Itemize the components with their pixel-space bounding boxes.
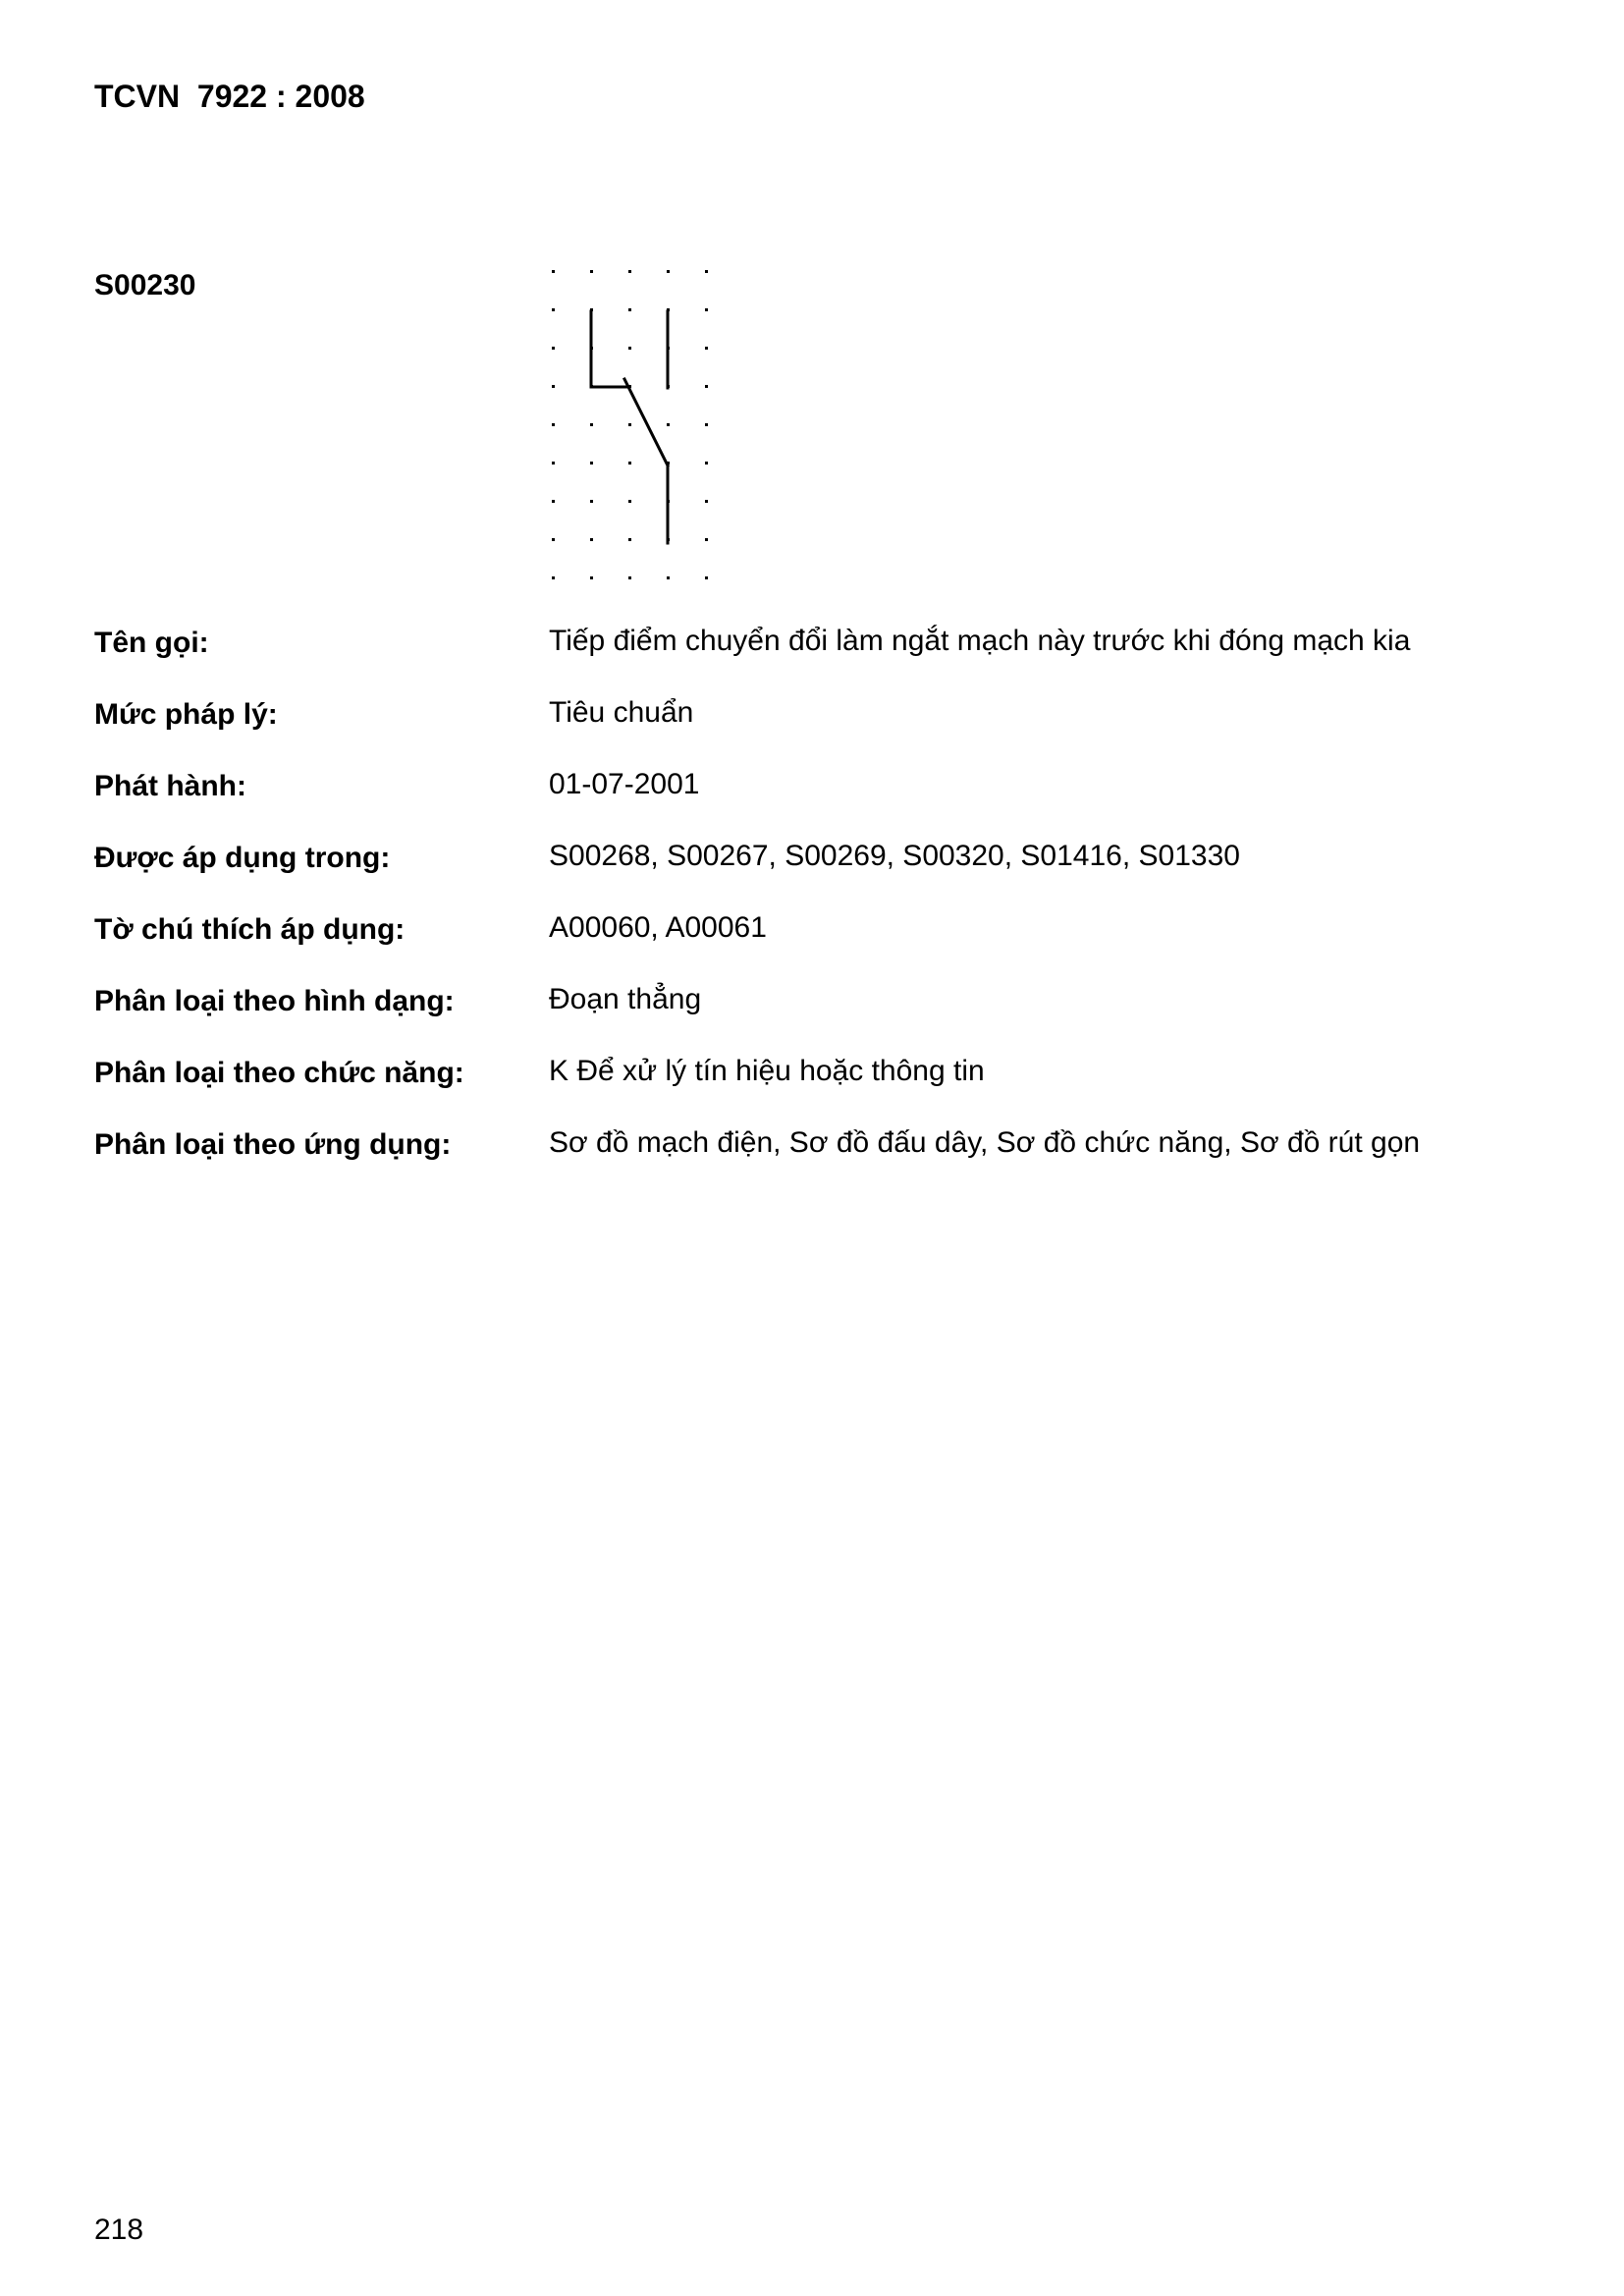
grid-dot <box>705 385 708 388</box>
grid-dot <box>628 270 631 273</box>
document-header: TCVN 7922 : 2008 <box>94 79 365 114</box>
moving-contact-line <box>624 379 668 465</box>
grid-dot <box>552 308 555 311</box>
symbol-id: S00230 <box>94 269 196 301</box>
field-value: S00268, S00267, S00269, S00320, S01416, S01330 <box>549 840 1240 872</box>
grid-dot <box>552 538 555 541</box>
field-label: Phân loại theo chức năng: <box>94 1057 464 1089</box>
grid-dot <box>628 576 631 579</box>
grid-dot <box>667 270 670 273</box>
field-label: Phân loại theo hình dạng: <box>94 985 455 1017</box>
field-label: Được áp dụng trong: <box>94 842 391 874</box>
grid-dot <box>667 576 670 579</box>
grid-dot <box>705 462 708 465</box>
grid-dot <box>705 308 708 311</box>
grid-dot <box>590 270 593 273</box>
field-row <box>94 1057 1547 1100</box>
field-value: K Để xử lý tín hiệu hoặc thông tin <box>549 1055 985 1087</box>
grid-dot <box>552 423 555 426</box>
grid-dot <box>552 270 555 273</box>
grid-dot <box>590 423 593 426</box>
grid-dot <box>705 500 708 503</box>
field-label: Tờ chú thích áp dụng: <box>94 913 406 946</box>
field-value: A00060, A00061 <box>549 911 767 944</box>
field-row <box>94 770 1547 813</box>
field-row <box>94 1128 1547 1172</box>
break-contact-line <box>591 311 629 387</box>
grid-dot <box>628 347 631 350</box>
grid-dot <box>705 347 708 350</box>
field-label: Phát hành: <box>94 770 246 802</box>
grid-dot <box>628 538 631 541</box>
changeover-break-before-make-contact-icon <box>540 257 727 596</box>
grid-dot <box>552 385 555 388</box>
grid-dots <box>552 270 708 579</box>
field-label: Mức pháp lý: <box>94 698 278 731</box>
field-value: Đoạn thẳng <box>549 983 702 1015</box>
field-row <box>94 913 1547 957</box>
grid-dot <box>705 423 708 426</box>
grid-dot <box>590 576 593 579</box>
page-number: 218 <box>94 2214 144 2246</box>
grid-dot <box>552 500 555 503</box>
grid-dot <box>705 538 708 541</box>
field-value: Tiếp điểm chuyển đổi làm ngắt mạch này trước khi đóng mạch kia <box>549 625 1411 657</box>
grid-dot <box>552 347 555 350</box>
field-value: Tiêu chuẩn <box>549 696 694 729</box>
grid-dot <box>552 576 555 579</box>
grid-dot <box>628 500 631 503</box>
grid-dot <box>628 462 631 465</box>
symbol-strokes <box>591 311 668 543</box>
grid-dot <box>552 462 555 465</box>
field-label: Tên gọi: <box>94 627 209 659</box>
grid-dot <box>628 308 631 311</box>
grid-dot <box>705 270 708 273</box>
grid-dot <box>705 576 708 579</box>
field-row <box>94 985 1547 1028</box>
field-value: Sơ đồ mạch điện, Sơ đồ đấu dây, Sơ đồ chức năng, Sơ đồ rút gọn <box>549 1126 1421 1159</box>
grid-dot <box>590 538 593 541</box>
grid-dot <box>628 423 631 426</box>
field-row <box>94 627 1547 670</box>
field-row <box>94 842 1547 885</box>
field-label: Phân loại theo ứng dụng: <box>94 1128 452 1161</box>
field-row <box>94 698 1547 741</box>
grid-dot <box>590 462 593 465</box>
field-value: 01-07-2001 <box>549 768 700 800</box>
grid-dot <box>590 500 593 503</box>
grid-dot <box>667 423 670 426</box>
